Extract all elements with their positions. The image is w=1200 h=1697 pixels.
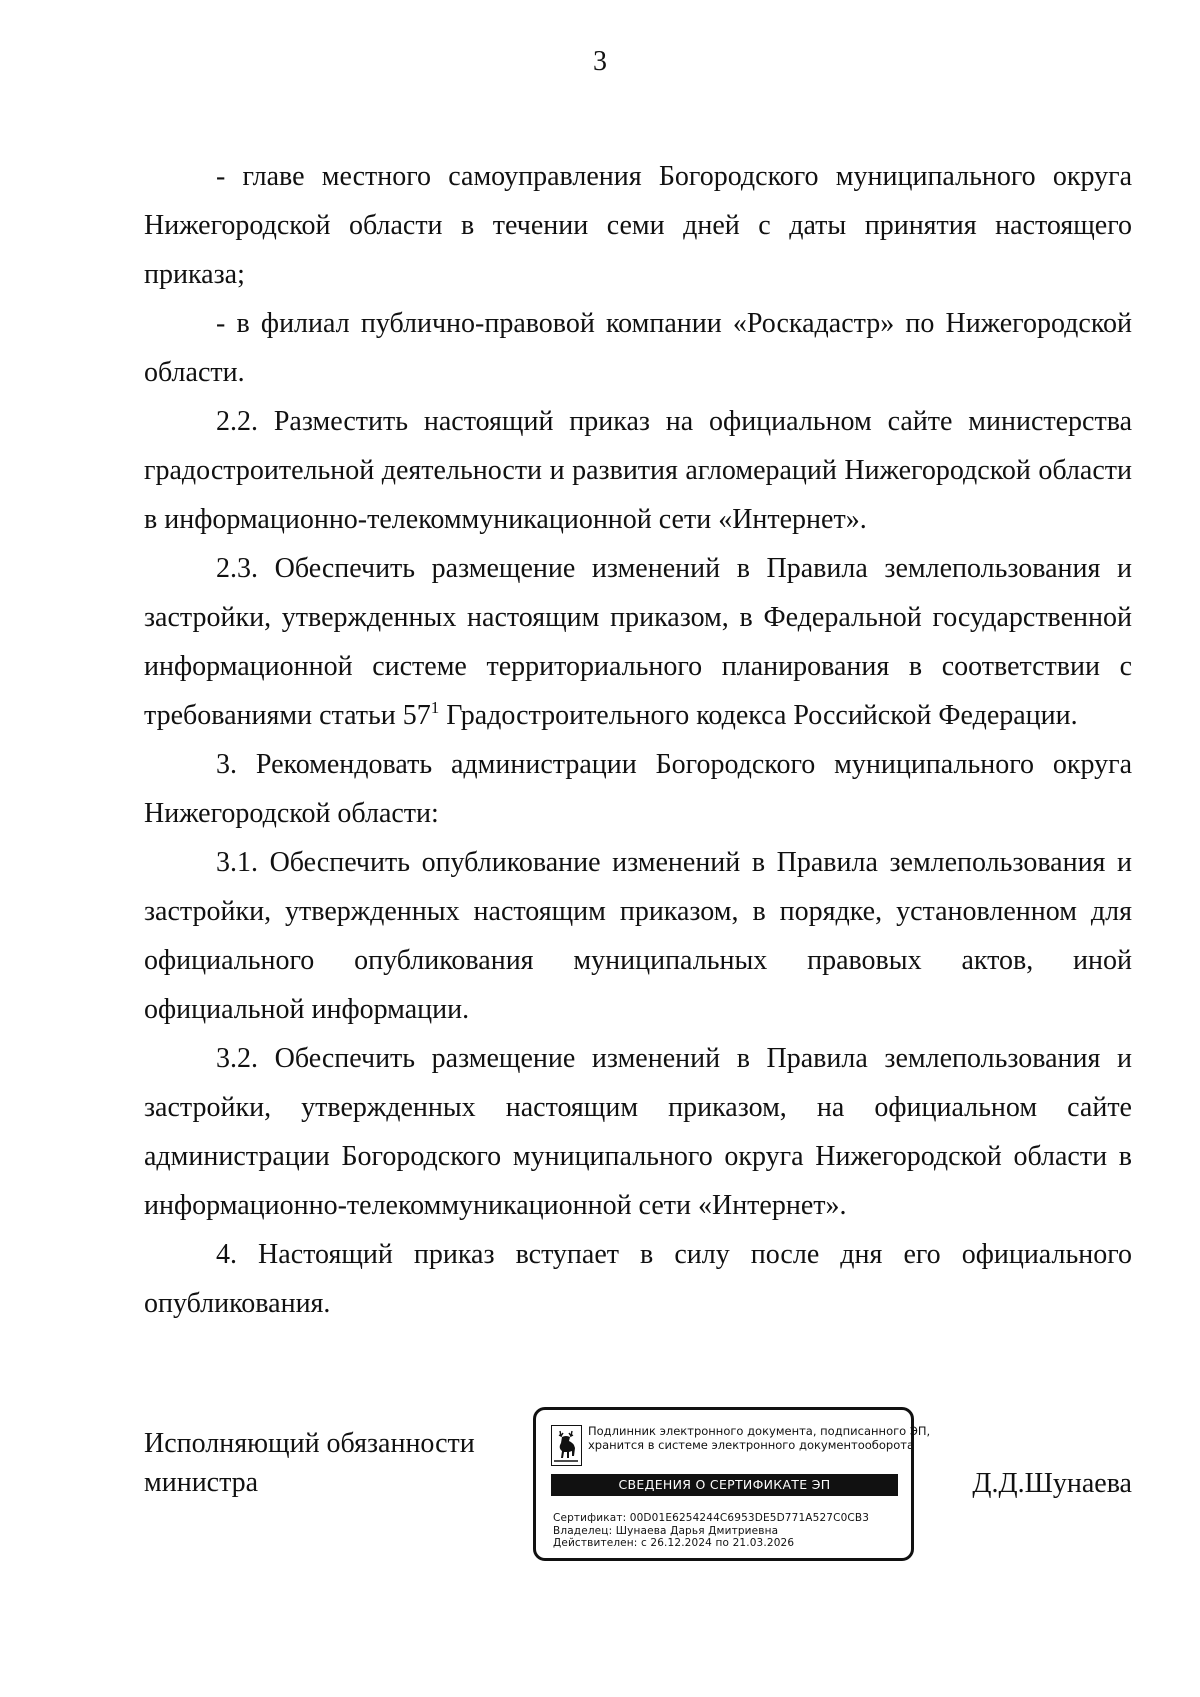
paragraph: 2.2. Разместить настоящий приказ на официальном сайте министерства градостроительной деятельности и развития агломераций Нижегородской области в информационно-телекоммуникационной сети «Интернет». bbox=[144, 406, 1132, 535]
paragraph: 3. Рекомендовать администрации Богородского муниципального округа Нижегородской области: bbox=[144, 749, 1132, 829]
paragraph-text: 2.3. Обеспечить размещение изменений в Правила землепользования и застройки, утвержденных настоящим приказом, в Федеральной государственной информационной системе территориального планирования в соответствии с требованиями статьи 57 bbox=[144, 553, 1132, 731]
superscript: 1 bbox=[430, 698, 440, 717]
position-line: Исполняющий обязанности bbox=[144, 1428, 475, 1459]
paragraph: 4. Настоящий приказ вступает в силу после дня его официального опубликования. bbox=[144, 1239, 1132, 1319]
certificate-number: Сертификат: 00D01E6254244C6953DE5D771A527C0CB3 bbox=[553, 1512, 870, 1524]
stamp-header bbox=[588, 1424, 931, 1452]
document-body bbox=[144, 152, 1132, 1328]
electronic-signature-stamp bbox=[533, 1407, 931, 1561]
stamp-details bbox=[553, 1512, 903, 1550]
deer-coat-of-arms-icon bbox=[551, 1425, 582, 1466]
stamp-header-line: Подлинник электронного документа, подписанного ЭП, bbox=[588, 1424, 931, 1438]
stamp-title: СВЕДЕНИЯ О СЕРТИФИКАТЕ ЭП bbox=[551, 1474, 898, 1496]
signatory-name: Д.Д.Шунаева bbox=[972, 1468, 1132, 1499]
paragraph: - в филиал публично-правовой компании «Роскадастр» по Нижегородской области. bbox=[144, 308, 1132, 388]
position-line: министра bbox=[144, 1467, 259, 1498]
paragraph bbox=[144, 544, 1132, 740]
stamp-header-line: хранится в системе электронного документооборота bbox=[588, 1438, 914, 1452]
page-number: 3 bbox=[593, 46, 607, 77]
certificate-owner: Владелец: Шунаева Дарья Дмитриевна bbox=[553, 1524, 779, 1537]
certificate-validity: Действителен: с 26.12.2024 по 21.03.2026 bbox=[553, 1537, 795, 1549]
paragraph: 3.2. Обеспечить размещение изменений в Правила землепользования и застройки, утвержденных настоящим приказом, на официальном сайте администрации Богородского муниципального округа Нижегородской области в информационно-телекоммуникационной сети «Интернет». bbox=[144, 1043, 1132, 1221]
paragraph: - главе местного самоуправления Богородского муниципального округа Нижегородской области в течении семи дней с даты принятия настоящего приказа; bbox=[144, 161, 1132, 290]
paragraph: 3.1. Обеспечить опубликование изменений в Правила землепользования и застройки, утвержденных настоящим приказом, в порядке, установленном для официального опубликования муниципальных правовых актов, иной официальной информации. bbox=[144, 847, 1132, 1025]
paragraph-text: Градостроительного кодекса Российской Федерации. bbox=[439, 700, 1078, 731]
signatory-position bbox=[144, 1424, 475, 1502]
